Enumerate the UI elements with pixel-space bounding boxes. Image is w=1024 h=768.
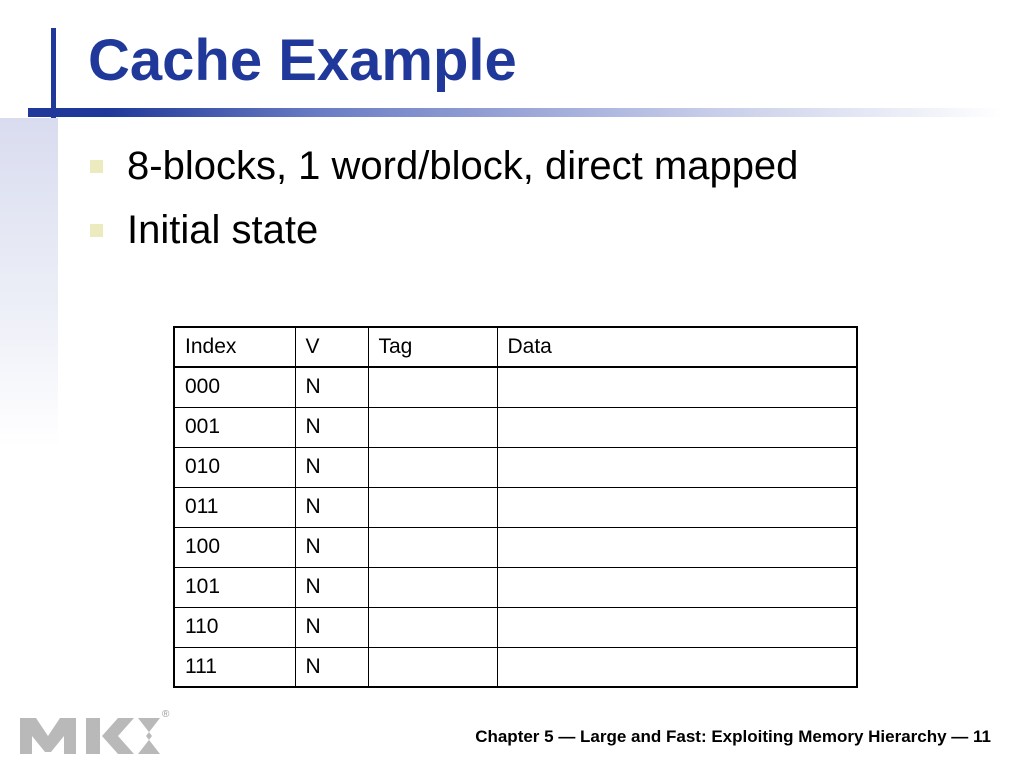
column-header-valid: V (295, 327, 368, 367)
valid-cell: N (295, 527, 368, 567)
slide-title: Cache Example (88, 28, 517, 93)
data-cell (497, 407, 857, 447)
table-row (174, 487, 857, 527)
bullet-text: Initial state (127, 207, 319, 252)
table-row (174, 607, 857, 647)
tag-cell (368, 647, 497, 687)
data-cell (497, 447, 857, 487)
tag-cell (368, 487, 497, 527)
index-cell: 001 (174, 407, 295, 447)
tag-cell (368, 527, 497, 567)
slide-footer: Chapter 5 — Large and Fast: Exploiting Memory Hierarchy — 11 (475, 727, 991, 746)
bullet-item (88, 134, 798, 198)
table-row (174, 367, 857, 407)
tag-cell (368, 447, 497, 487)
valid-cell: N (295, 447, 368, 487)
tag-cell (368, 407, 497, 447)
index-cell: 110 (174, 607, 295, 647)
registered-mark: ® (162, 709, 170, 720)
mk-publisher-logo-icon (18, 708, 178, 760)
table-header-row (174, 327, 857, 367)
index-cell: 111 (174, 647, 295, 687)
square-bullet-icon (90, 224, 103, 237)
column-header-index: Index (174, 327, 295, 367)
valid-cell: N (295, 407, 368, 447)
table-row (174, 567, 857, 607)
bullet-list (88, 134, 798, 262)
data-cell (497, 647, 857, 687)
data-cell (497, 487, 857, 527)
tag-cell (368, 607, 497, 647)
table-row (174, 407, 857, 447)
tag-cell (368, 567, 497, 607)
valid-cell: N (295, 607, 368, 647)
tag-cell (368, 367, 497, 407)
table-row (174, 527, 857, 567)
decorative-left-band (0, 118, 58, 448)
valid-cell: N (295, 647, 368, 687)
index-cell: 000 (174, 367, 295, 407)
cache-table (173, 326, 858, 688)
title-accent-horizontal-rule (28, 108, 1003, 117)
column-header-tag: Tag (368, 327, 497, 367)
table-row (174, 647, 857, 687)
data-cell (497, 567, 857, 607)
data-cell (497, 607, 857, 647)
valid-cell: N (295, 567, 368, 607)
title-accent-vertical-rule (51, 28, 56, 118)
valid-cell: N (295, 487, 368, 527)
bullet-item (88, 198, 798, 262)
square-bullet-icon (90, 160, 103, 173)
index-cell: 101 (174, 567, 295, 607)
index-cell: 011 (174, 487, 295, 527)
valid-cell: N (295, 367, 368, 407)
index-cell: 010 (174, 447, 295, 487)
data-cell (497, 367, 857, 407)
index-cell: 100 (174, 527, 295, 567)
bullet-text: 8-blocks, 1 word/block, direct mapped (127, 143, 799, 188)
column-header-data: Data (497, 327, 857, 367)
table-row (174, 447, 857, 487)
data-cell (497, 527, 857, 567)
